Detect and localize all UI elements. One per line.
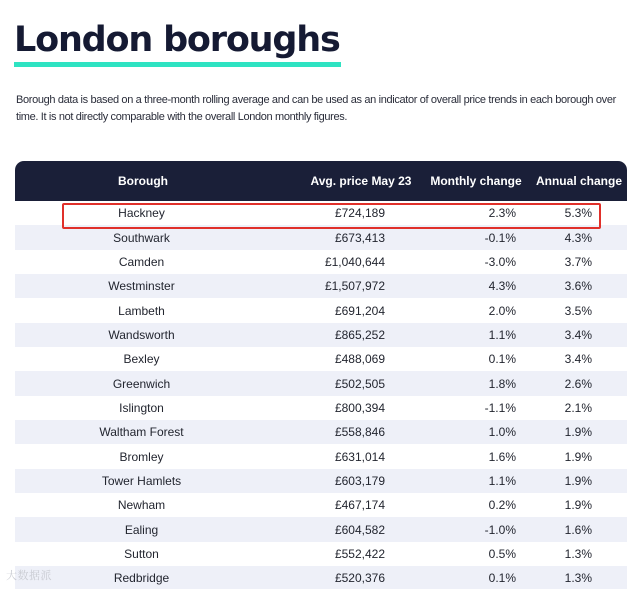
table-row	[15, 396, 627, 420]
cell-borough: Ealing	[124, 522, 159, 537]
cell-annual-change: 1.3%	[564, 571, 592, 586]
cell-price: £724,189	[334, 206, 385, 221]
column-header-borough: Borough	[118, 174, 168, 188]
cell-borough: Bromley	[119, 449, 164, 464]
cell-monthly-change: 1.0%	[488, 425, 516, 440]
cell-annual-change: 3.4%	[564, 352, 592, 367]
cell-annual-change: 4.3%	[564, 230, 592, 245]
cell-borough: Westminster	[108, 279, 175, 294]
cell-monthly-change: -1.1%	[484, 400, 516, 415]
cell-monthly-change: -3.0%	[484, 254, 516, 269]
cell-monthly-change: 4.3%	[488, 279, 516, 294]
cell-price: £631,014	[334, 449, 385, 464]
highlight-box	[62, 203, 601, 229]
cell-price: £865,252	[334, 327, 385, 342]
cell-monthly-change: 1.8%	[488, 376, 516, 391]
watermark: 大数据派	[6, 570, 52, 582]
cell-monthly-change: 1.6%	[488, 449, 516, 464]
table-row	[15, 250, 627, 274]
cell-price: £502,505	[334, 376, 385, 391]
table-row	[15, 371, 627, 395]
cell-annual-change: 1.9%	[564, 449, 592, 464]
table-row	[15, 493, 627, 517]
table-row	[15, 542, 627, 566]
cell-price: £1,507,972	[324, 279, 385, 294]
cell-price: £800,394	[334, 400, 385, 415]
page-title: London boroughs	[14, 20, 340, 60]
cell-monthly-change: 0.1%	[488, 571, 516, 586]
cell-price: £691,204	[334, 303, 385, 318]
cell-annual-change: 3.5%	[564, 303, 592, 318]
cell-monthly-change: 2.0%	[488, 303, 516, 318]
cell-borough: Tower Hamlets	[101, 473, 182, 488]
cell-annual-change: 1.9%	[564, 498, 592, 513]
cell-borough: Bexley	[123, 352, 160, 367]
cell-monthly-change: 0.2%	[488, 498, 516, 513]
table-row	[15, 274, 627, 298]
cell-monthly-change: 2.3%	[488, 206, 516, 221]
cell-annual-change: 3.7%	[564, 254, 592, 269]
cell-monthly-change: -0.1%	[484, 230, 516, 245]
cell-price: £1,040,644	[324, 254, 385, 269]
cell-annual-change: 1.6%	[564, 522, 592, 537]
cell-price: £558,846	[334, 425, 385, 440]
cell-price: £467,174	[334, 498, 385, 513]
cell-borough: Lambeth	[118, 303, 165, 318]
table-row	[15, 444, 627, 468]
cell-borough: Camden	[118, 254, 165, 269]
cell-borough: Islington	[119, 400, 164, 415]
cell-price: £673,413	[334, 230, 385, 245]
cell-borough: Waltham Forest	[99, 425, 184, 440]
table-row	[15, 420, 627, 444]
title-block	[14, 18, 340, 62]
table-row	[15, 469, 627, 493]
cell-annual-change: 1.9%	[564, 425, 592, 440]
title-underline	[14, 62, 341, 67]
cell-annual-change: 2.1%	[564, 400, 592, 415]
column-header-price: Avg. price May 23	[310, 174, 412, 188]
cell-monthly-change: -1.0%	[484, 522, 516, 537]
cell-borough: Hackney	[118, 206, 165, 221]
cell-price: £603,179	[334, 473, 385, 488]
cell-borough: Sutton	[124, 546, 159, 561]
table-row	[15, 323, 627, 347]
table-row	[15, 517, 627, 541]
table-header	[15, 161, 627, 201]
cell-borough: Newham	[117, 498, 166, 513]
cell-annual-change: 1.3%	[564, 546, 592, 561]
cell-annual-change: 3.6%	[564, 279, 592, 294]
cell-borough: Southwark	[113, 230, 170, 245]
description-text: Borough data is based on a three-month rolling average and can be used as an indicator of overall price trends in each borough over time. It is not directly comparable with the overall London monthly figures.	[16, 94, 616, 123]
cell-annual-change: 3.4%	[564, 327, 592, 342]
cell-price: £604,582	[334, 522, 385, 537]
cell-price: £520,376	[334, 571, 385, 586]
table-body	[15, 201, 627, 589]
table-row	[15, 298, 627, 322]
cell-monthly-change: 0.1%	[488, 352, 516, 367]
cell-borough: Redbridge	[113, 571, 170, 586]
cell-monthly-change: 1.1%	[488, 327, 516, 342]
cell-borough: Wandsworth	[108, 327, 175, 342]
cell-annual-change: 2.6%	[564, 376, 592, 391]
cell-monthly-change: 1.1%	[488, 473, 516, 488]
cell-price: £552,422	[334, 546, 385, 561]
table-row	[15, 566, 627, 589]
table-row	[15, 347, 627, 371]
cell-price: £488,069	[334, 352, 385, 367]
cell-monthly-change: 0.5%	[488, 546, 516, 561]
column-header-monthly: Monthly change	[430, 174, 522, 188]
cell-borough: Greenwich	[112, 376, 171, 391]
cell-annual-change: 1.9%	[564, 473, 592, 488]
cell-annual-change: 5.3%	[564, 206, 592, 221]
column-header-annual: Annual change	[535, 174, 622, 188]
